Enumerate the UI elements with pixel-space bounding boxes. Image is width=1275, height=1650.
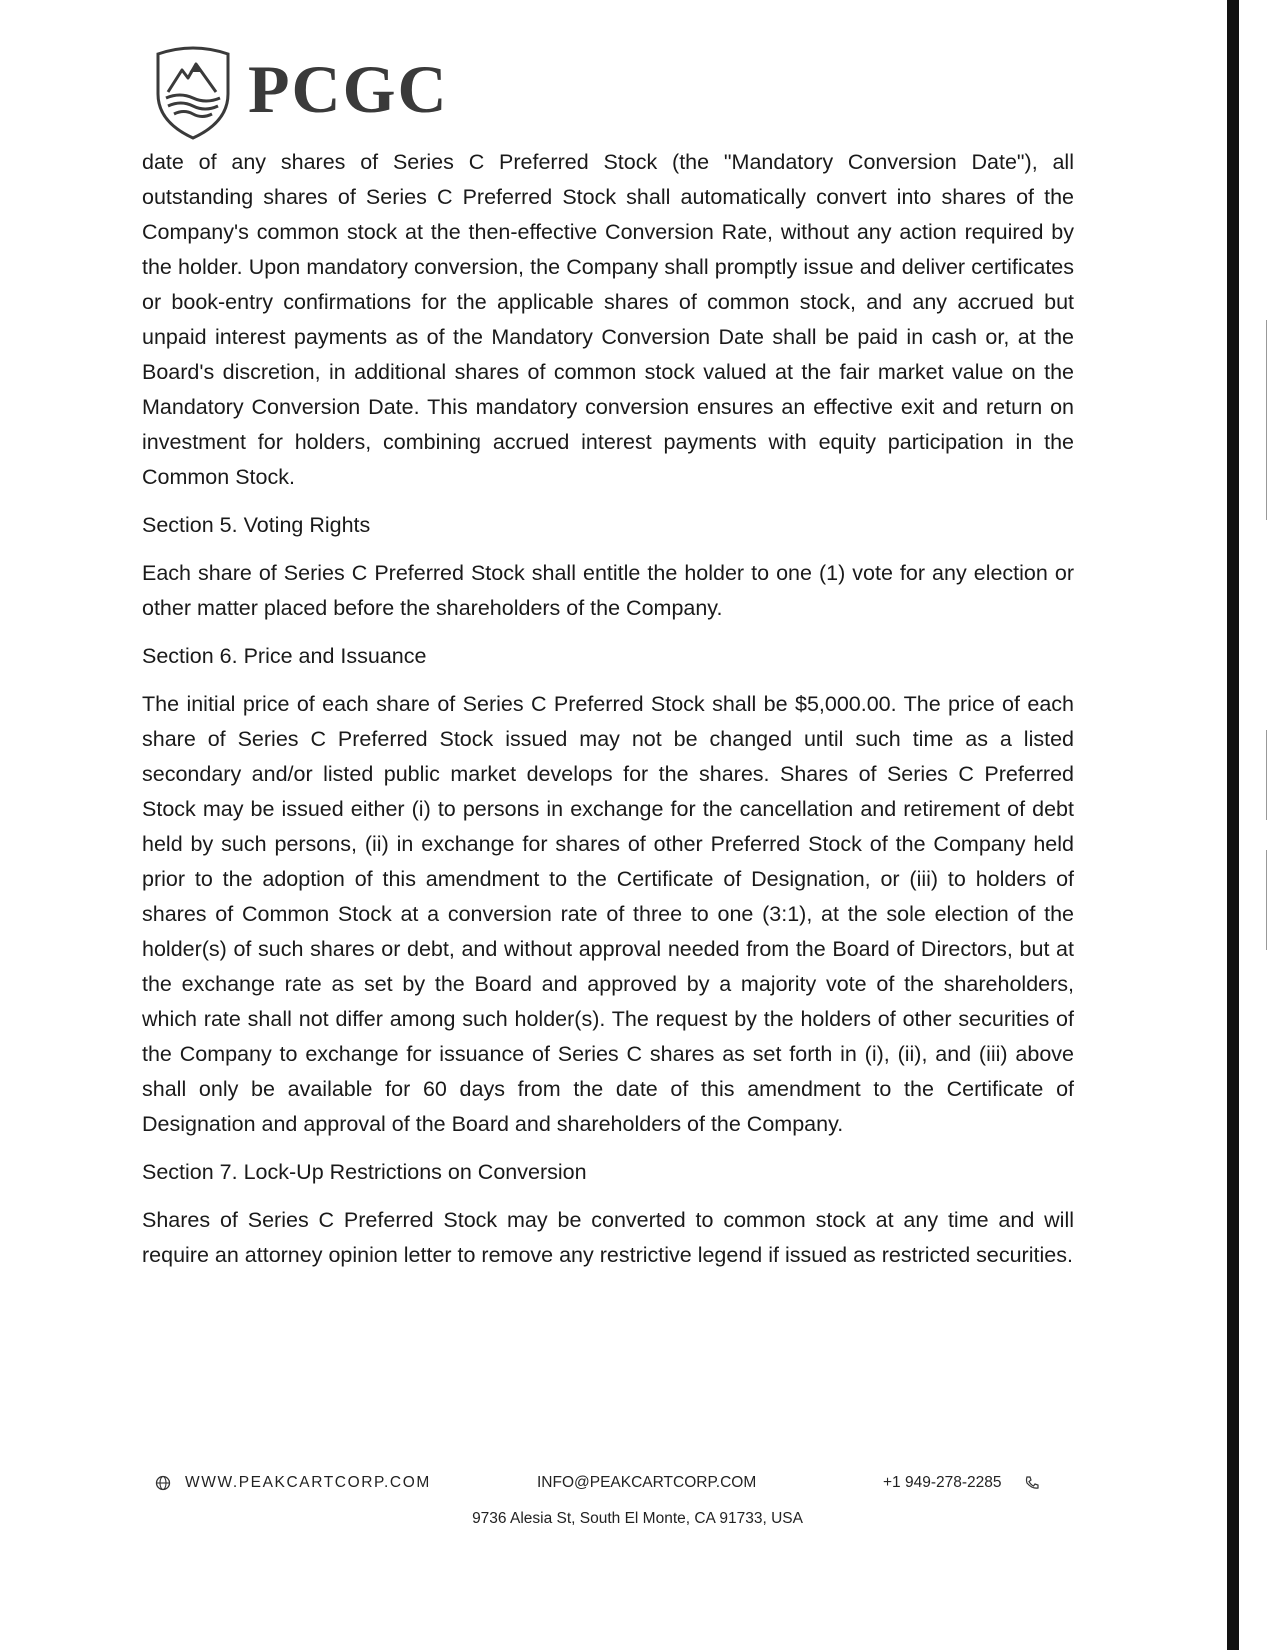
footer-phone	[883, 1474, 1040, 1492]
website-link[interactable]: WWW.PEAKCARTCORP.COM	[185, 1474, 431, 1491]
section-6-text: The initial price of each share of Series C Preferred Stock shall be $5,000.00. The price of each share of Series C Preferred Stock issued may not be changed until such time as a listed secondary and/or listed public market develops for the shares. Shares of Series C Preferred Stock may be issued either (i) to persons in exchange for the cancellation and retirement of debt held by such persons, (ii) in exchange for shares of other Preferred Stock of the Company held prior to the adoption of this amendment to the Certificate of Designation, or (iii) to holders of shares of Common Stock at a conversion rate of three to one (3:1), at the sole election of the holder(s) of such shares or debt, and without approval needed from the Board of Directors, but at the exchange rate as set by the Board and approved by a majority vote of the shareholders, which rate shall not differ among such holder(s). The request by the holders of other securities of the Company to exchange for issuance of Series C shares as set forth in (i), (ii), and (iii) above shall only be available for 60 days from the date of this amendment to the Certificate of Designation and approval of the Board and shareholders of the Company.	[142, 692, 1074, 1136]
footer-contact-row	[0, 1474, 1275, 1500]
logo-wordmark: PCGC	[248, 50, 449, 127]
scan-artifact	[1266, 730, 1267, 820]
footer-website	[155, 1474, 431, 1492]
section-6-heading: Section 6. Price and Issuance	[142, 644, 427, 668]
globe-icon	[155, 1475, 171, 1491]
scan-artifact	[1266, 850, 1267, 950]
company-logo	[150, 42, 449, 142]
mountain-shield-icon	[150, 42, 236, 142]
email-link[interactable]: INFO@PEAKCARTCORP.COM	[537, 1474, 757, 1491]
section-7-heading: Section 7. Lock-Up Restrictions on Conversion	[142, 1160, 587, 1184]
scan-edge-shadow	[1227, 0, 1239, 1650]
phone-icon	[1024, 1475, 1040, 1491]
section-5-heading: Section 5. Voting Rights	[142, 513, 371, 537]
section-5-text: Each share of Series C Preferred Stock shall entitle the holder to one (1) vote for any election or other matter placed before the shareholders of the Company.	[142, 561, 1074, 620]
page-footer	[0, 1474, 1275, 1527]
paragraph-mandatory-conversion: date of any shares of Series C Preferred Stock (the "Mandatory Conversion Date"), all outstanding shares of Series C Preferred Stock shall automatically convert into shares of the Company's common stock at the then-effective Conversion Rate, without any action required by the holder. Upon mandatory conversion, the Company shall promptly issue and deliver certificates or book-entry confirmations for the applicable shares of common stock, and any accrued but unpaid interest payments as of the Mandatory Conversion Date shall be paid in cash or, at the Board's discretion, in additional shares of common stock valued at the fair market value on the Mandatory Conversion Date. This mandatory conversion ensures an effective exit and return on investment for holders, combining accrued interest payments with equity participation in the Common Stock.	[142, 150, 1074, 489]
phone-number[interactable]: +1 949-278-2285	[883, 1474, 1002, 1491]
document-body	[142, 145, 1074, 1286]
section-7-text: Shares of Series C Preferred Stock may be converted to common stock at any time and will require an attorney opinion letter to remove any restrictive legend if issued as restricted securities.	[142, 1208, 1074, 1267]
scan-artifact	[1266, 320, 1267, 520]
footer-email	[537, 1474, 756, 1492]
scan-margin	[1239, 0, 1275, 1650]
footer-address: 9736 Alesia St, South El Monte, CA 91733, USA	[472, 1510, 803, 1527]
